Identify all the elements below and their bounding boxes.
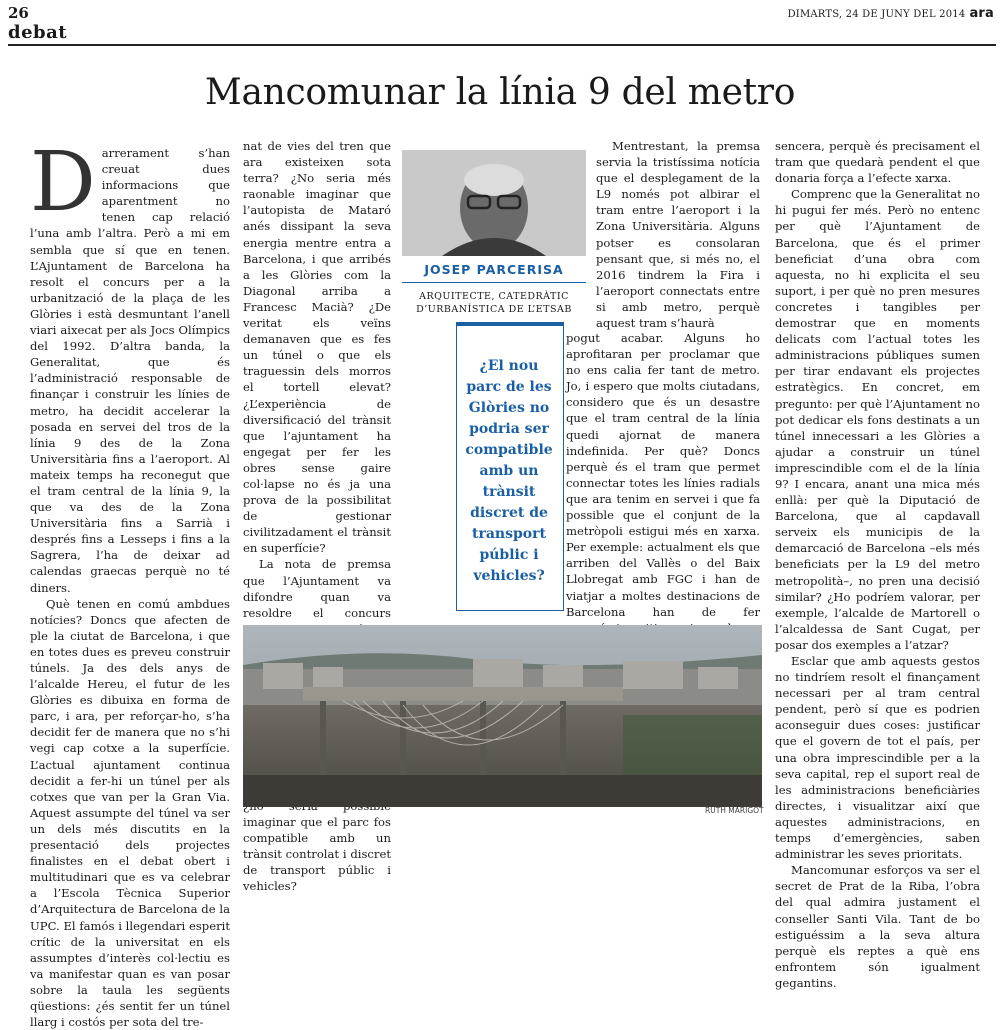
page-number: 26	[8, 4, 29, 22]
article-column-2	[243, 138, 391, 894]
section-label: debat	[8, 22, 68, 43]
paragraph: Què tenen en comú ambdues notícies? Doncs que afecten de ple la ciutat de Barcelona, i que en totes dues es preveu construir túnels. Ja des dels anys de l’alcalde Hereu, el futur de les Glòries es dibuixa en forma de parc, i ara, per reforçar-ho, s’ha decidit fer de manera que no s’hi vegi cap cotxe a la superfície. L’actual ajuntament continua decidit a fer-hi un túnel per als cotxes que van per la Gran Via. Aquest assumpte del túnel va ser un dels més discutits en la presentació dels projectes finalistes en el debat obert i multitudinari que es va celebrar a l’Escola Tècnica Superior d’Arquitectura de Barcelona de la UPC. El famós i llegendari esperit crític de la universitat en els assumptes d’interès col·lectiu es va manifestar quan es van posar sobre la taula les següents qüestions: ¿és sentit fer un túnel llarg i costós per sota del tre-	[30, 596, 230, 1030]
paragraph: Esclar que amb aquests gestos no tindríem resolt el finançament necessari per al tram central pendent, però sí que es podrien aconseguir dues coses: justificar que el govern de tot el país, per una obra imprescindible per a la seva capital, rep el suport real de les administracions beneficiàries directes, i visualitzar així que aquestes administracions, en temps d’emergències, saben administrar les seves prioritats.	[775, 654, 980, 862]
paragraph: Mancomunar esforços va ser el secret de Prat de la Riba, l’obra del qual admira justament el conseller Santi Vila. Tant de bo estiguéssim a la seva altura perquè els reptes a què ens enfrontem són igualment gegantins.	[775, 863, 980, 990]
paragraph-text: arrerament s’han creuat dues informacions que aparentment no tenen cap relació l’una amb l’altra. Però a mi em sembla que sí que en tenen. L’Ajuntament de Barcelona ha resolt el concurs per a la urbanització de la plaça de les Glòries i està desmuntant l’anell viari aixecat per als Jocs Olímpics del 1992. D’altra banda, la Generalitat, que és l’administració responsable de finançar i construir les línies de metro, ha decidit accelerar la posada en servei del tros de la línia 9 des de la Zona Universitària fins a l’aeroport. Al mateix temps ha reconegut que el tram central de la línia 9, la que va des de la Zona Universitària fins a Sarrià i després fins a Lesseps i fins a la Sagrera, l’ha de deixar ad calendas graecas perquè no té diners.	[30, 146, 230, 595]
article-headline: Mancomunar la línia 9 del metro	[204, 72, 796, 113]
date-text: DIMARTS, 24 DE JUNY DEL 2014	[787, 9, 966, 20]
paragraph: La nota de premsa que l’Ajuntament va difondre quan va resoldre el concurs imaginar que el parc fos compatible amb un trànsit controlat i discret de transport públic i vehicles?	[243, 557, 391, 894]
paragraph: pogut acabar. Alguns ho aprofitaran per proclamar que no ens calia fer tant de metro. Jo, i espero que molts ciutadans, considero que és un desastre que el tram central de la línia quedi ajornat de manera indefinida. Per què? Doncs perquè és el tram que permet connectar totes les línies radials que ara tenim en servei i que fa possible que el conjunt de la metròpoli estigui més en xarxa. Per exemple: actualment els que arriben del Vallès o del Baix Llobregat amb FGC i han de viatjar a moltes destinacions de Barcelona han de fer	[566, 331, 760, 619]
paragraph	[30, 135, 230, 596]
paragraph: Comprenc que la Generalitat no hi pugui fer més. Però no entenc per què l’Ajuntament de Barcelona, que és el primer beneficiat d’una obra com aquesta, no hi explicita el seu suport, i per què no pren mesures concretes i tangibles per demostrar que en moments delicats com l’actual totes les administracions públiques sumen per tirar endavant els projectes estratègics. En concret, em pregunto: per què l’Ajuntament no pot dedicar els fons destinats a un túnel innecessari a les Glòries a ajudar a construir un túnel imprescindible com el de la línia 9? I encara, anant una mica més enllà: per què la Diputació de Barcelona, que al capdavall serveix els municipis de la demarcació de Barcelona –els més beneficiats per la L9 del metro metropolità–, no pren una decisió similar? ¿Ho podríem valorar, per exemple, l’alcalde de Martorell o l’alcaldessa de Sant Cugat, per posar dos exemples a l’atzar?	[775, 187, 980, 652]
author-role	[402, 290, 586, 316]
header-rule	[8, 44, 996, 46]
brand-logo: ara	[969, 6, 994, 21]
paragraph: Mentrestant, la premsa servia la tristíssima notícia que el desplegament de la L9 només pot albirar el tram entre l’aeroport i la Zona Universitària. Alguns potser es consolaran pensant que, si més no, el 2016 tindrem la Fira i l’aeroport connectats entre si amb metro, perquè aquest tram s’haurà	[596, 139, 760, 331]
author-role-line: ARQUITECTE, CATEDRÀTIC	[419, 291, 569, 302]
paragraph: sencera, perquè és precisament el tram que quedarà pendent el que donaria força a l’efecte xarxa.	[775, 139, 980, 186]
author-photo	[402, 150, 586, 256]
photo-credit: RUTH MARIGOT	[705, 806, 764, 815]
demolition-scene-icon	[243, 625, 762, 807]
author-name: JOSEP PARCERISA	[424, 262, 564, 277]
drop-cap: D	[30, 135, 96, 230]
date-header	[788, 6, 994, 21]
article-column-1	[30, 135, 230, 1030]
author-portrait-icon	[402, 150, 586, 256]
article-column-3-top	[596, 138, 760, 331]
article-column-3-bottom	[566, 330, 760, 619]
article-column-4	[775, 138, 980, 990]
paragraph: nat de vies del tren que ara existeixen sota terra? ¿No seria més raonable imaginar que l’autopista de Mataró anés dissipant la seva energia mentre entra a Barcelona, i que arribés a les Glòries com la Diagonal arriba a Francesc Macià? ¿De veritat els veïns demanaven que es fes un túnel o que els traguessin dels morros el tortell elevat? ¿L’experiència de diversificació del trànsit que l’ajuntament ha engegat per fer les obres sense gaire col·lapse no és ja una prova de la possibilitat de gestionar civilitzadament el trànsit en superfície?	[243, 139, 391, 556]
author-divider	[402, 282, 586, 283]
author-role-line: D’URBANÍSTICA DE L’ETSAB	[416, 304, 572, 315]
pullquote-text: ¿El nou parc de les Glòries no podria ser compatible amb un trànsit discret de transport públic i vehicles?	[465, 358, 553, 584]
construction-site-photo	[243, 625, 762, 807]
